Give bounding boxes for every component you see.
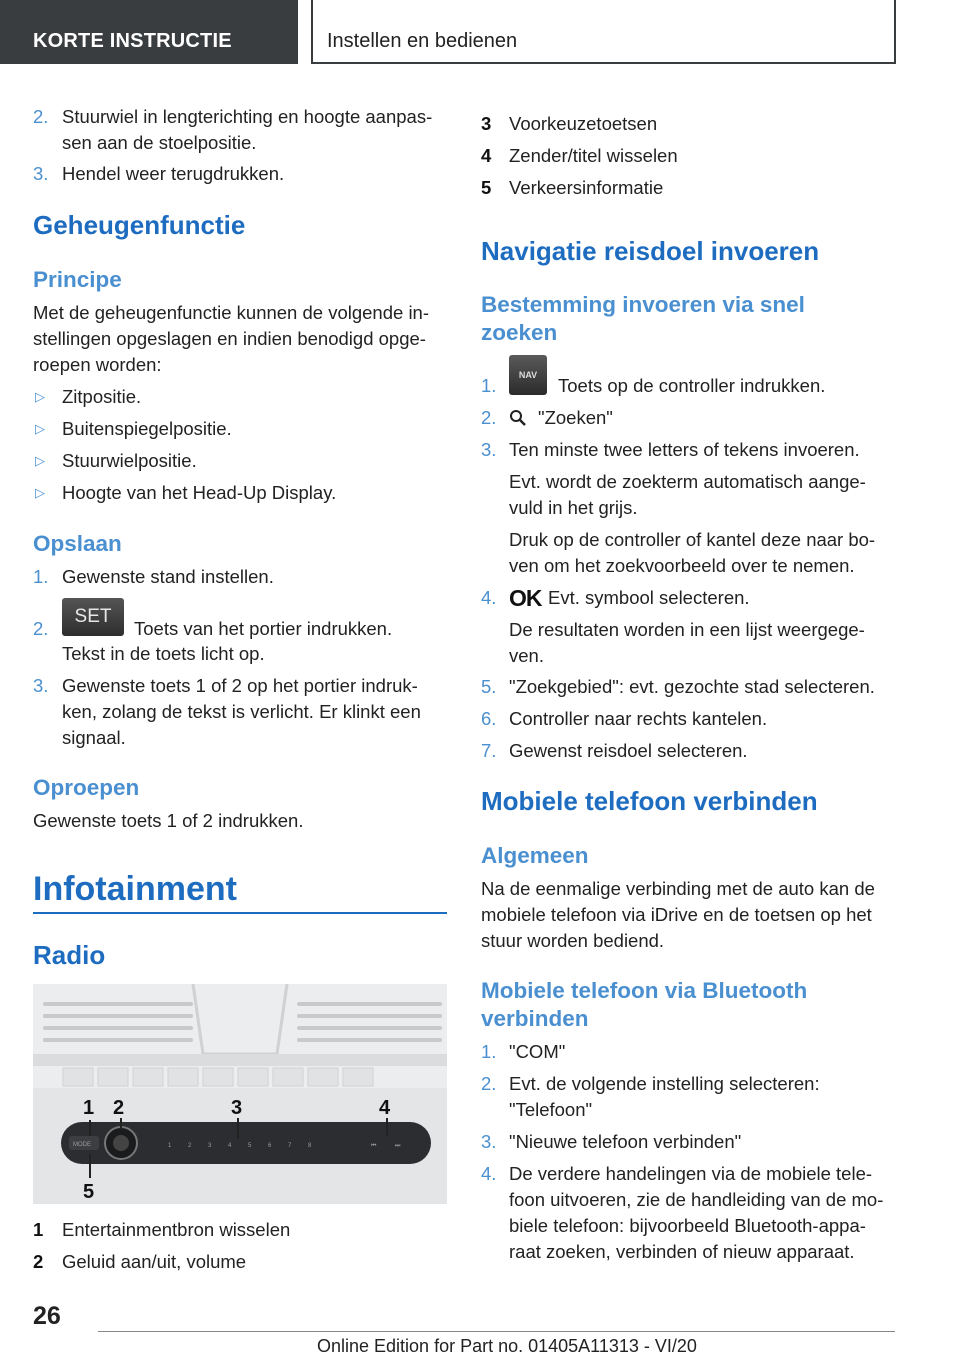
step-number: 6. — [481, 708, 497, 729]
paragraph-line: Met de geheugenfunctie kunnen de volgende in- — [33, 302, 429, 323]
step-text: Evt. wordt de zoekterm automatisch aange- — [509, 471, 866, 492]
heading-radio: Radio — [33, 940, 106, 970]
svg-text:4: 4 — [228, 1143, 232, 1149]
svg-text:MODE: MODE — [73, 1142, 91, 1148]
legend-number: 1 — [33, 1219, 44, 1240]
heading-bluetooth: verbinden — [481, 1006, 589, 1031]
step-text: ven. — [509, 645, 544, 666]
bullet-triangle-icon: ▷ — [35, 389, 45, 404]
nav-button-icon: NAV — [509, 355, 547, 395]
step-text: "Telefoon" — [509, 1099, 593, 1120]
heading-principe: Principe — [33, 267, 122, 292]
paragraph-line: roepen worden: — [33, 354, 162, 375]
step-text: signaal. — [62, 727, 126, 748]
paragraph-line: stellingen opgeslagen en indien benodigd opge- — [33, 328, 426, 349]
footer-rule — [98, 1331, 895, 1332]
heading-oproepen: Oproepen — [33, 775, 140, 800]
step-text: "Zoekgebied": evt. gezochte stad selecteren. — [509, 676, 875, 697]
section-tab — [0, 0, 298, 64]
svg-text:8: 8 — [308, 1143, 312, 1149]
svg-text:3: 3 — [208, 1143, 212, 1149]
step-number: 2. — [33, 618, 49, 639]
heading-opslaan: Opslaan — [33, 531, 122, 556]
step-text: Evt. symbool selecteren. — [548, 587, 750, 608]
step-text: sen aan de stoelpositie. — [62, 132, 257, 153]
step-text: Toets van het portier indrukken. — [134, 618, 393, 639]
bullet-text: Zitpositie. — [62, 386, 142, 407]
step-text: Gewenst reisdoel selecteren. — [509, 740, 748, 761]
step-number: 5. — [481, 676, 497, 697]
chapter-title: Instellen en bedienen — [327, 30, 518, 52]
svg-text:5: 5 — [248, 1143, 252, 1149]
svg-text:⏮: ⏮ — [371, 1143, 377, 1149]
svg-text:1: 1 — [168, 1143, 172, 1149]
step-number: 3. — [33, 675, 49, 696]
step-text: Hendel weer terugdrukken. — [62, 163, 285, 184]
step-number: 4. — [481, 587, 497, 608]
heading-bluetooth: Mobiele telefoon via Bluetooth — [481, 978, 808, 1003]
section-title: KORTE INSTRUCTIE — [33, 30, 232, 52]
step-text: De verdere handelingen via de mobiele tele- — [509, 1163, 873, 1184]
step-text: De resultaten worden in een lijst weergege- — [509, 619, 865, 640]
legend-text: Entertainmentbron wisselen — [62, 1219, 291, 1240]
legend-text: Zender/titel wisselen — [509, 145, 678, 166]
step-text: foon uitvoeren, zie de handleiding van de mo- — [509, 1189, 884, 1210]
heading-geheugenfunctie: Geheugenfunctie — [33, 210, 246, 240]
legend-text: Verkeersinformatie — [509, 177, 664, 198]
step-text: Gewenste toets 1 of 2 op het portier indruk- — [62, 675, 418, 696]
step-number: 2. — [481, 1073, 497, 1094]
step-text: Evt. de volgende instelling selecteren: — [509, 1073, 820, 1094]
heading-bestemming: zoeken — [481, 320, 558, 345]
set-button-icon: SET — [62, 598, 124, 636]
radio-callout-label: 1 — [83, 1097, 95, 1119]
ok-icon: OK — [509, 585, 542, 611]
edition-note: Online Edition for Part no. 01405A11313 - VI/20 — [317, 1336, 697, 1356]
step-text: Stuurwiel in lengterichting en hoogte aanpas- — [62, 106, 433, 127]
step-text: ven om het zoekvoorbeeld over te nemen. — [509, 555, 855, 576]
step-number: 3. — [481, 439, 497, 460]
legend-number: 4 — [481, 145, 492, 166]
step-number: 4. — [481, 1163, 497, 1184]
heading-navigatie: Navigatie reisdoel invoeren — [481, 236, 820, 266]
legend-text: Geluid aan/uit, volume — [62, 1251, 247, 1272]
chapter-tab — [311, 0, 896, 64]
paragraph-line: Na de eenmalige verbinding met de auto kan de — [481, 878, 875, 899]
step-text: biele telefoon: bijvoorbeeld Bluetooth-appa- — [509, 1215, 866, 1236]
paragraph-line: stuur worden bediend. — [481, 930, 665, 951]
step-text: Toets op de controller indrukken. — [558, 375, 826, 396]
step-number: 3. — [33, 163, 49, 184]
bullet-text: Stuurwielpositie. — [62, 450, 197, 471]
legend-text: Voorkeuzetoetsen — [509, 113, 658, 134]
paragraph-line: mobiele telefoon via iDrive en de toetsen op het — [481, 904, 872, 925]
bullet-triangle-icon: ▷ — [35, 485, 45, 500]
legend-number: 5 — [481, 177, 492, 198]
step-text: vuld in het grijs. — [509, 497, 638, 518]
svg-text:2: 2 — [188, 1143, 192, 1149]
heading-rule — [33, 912, 447, 914]
legend-number: 2 — [33, 1251, 44, 1272]
radio-callout-label: 4 — [379, 1097, 391, 1119]
step-text: "Nieuwe telefoon verbinden" — [509, 1131, 742, 1152]
bullet-text: Hoogte van het Head-Up Display. — [62, 482, 337, 503]
paragraph-line: Gewenste toets 1 of 2 indrukken. — [33, 810, 304, 831]
svg-text:6: 6 — [268, 1143, 272, 1149]
heading-infotainment: Infotainment — [33, 870, 237, 908]
page-number: 26 — [33, 1302, 61, 1330]
bullet-triangle-icon: ▷ — [35, 421, 45, 436]
heading-mobiele-telefoon: Mobiele telefoon verbinden — [481, 786, 818, 816]
step-text: Druk op de controller of kantel deze naar bo- — [509, 529, 876, 550]
bullet-triangle-icon: ▷ — [35, 453, 45, 468]
step-number: 1. — [33, 566, 49, 587]
step-text: Ten minste twee letters of tekens invoeren. — [509, 439, 860, 460]
step-number: 2. — [33, 106, 49, 127]
svg-text:7: 7 — [288, 1143, 292, 1149]
svg-text:⏭: ⏭ — [395, 1143, 401, 1149]
step-text: "COM" — [509, 1041, 566, 1062]
step-text: ken, zolang de tekst is verlicht. Er klinkt een — [62, 701, 421, 722]
step-number: 2. — [481, 407, 497, 428]
step-text: "Zoeken" — [538, 407, 613, 428]
search-icon — [509, 409, 527, 432]
step-number: 1. — [481, 1041, 497, 1062]
radio-callout-label: 2 — [113, 1097, 125, 1119]
radio-panel-image — [33, 984, 447, 1204]
step-number: 3. — [481, 1131, 497, 1152]
heading-bestemming: Bestemming invoeren via snel — [481, 292, 805, 317]
heading-algemeen: Algemeen — [481, 843, 589, 868]
legend-number: 3 — [481, 113, 492, 134]
radio-callout-label: 3 — [231, 1097, 243, 1119]
radio-callout-label: 5 — [83, 1181, 95, 1203]
step-number: 7. — [481, 740, 497, 761]
step-text: Controller naar rechts kantelen. — [509, 708, 768, 729]
bullet-text: Buitenspiegelpositie. — [62, 418, 232, 439]
step-number: 1. — [481, 375, 497, 396]
step-text: Gewenste stand instellen. — [62, 566, 274, 587]
step-text: raat zoeken, verbinden of nieuw apparaat. — [509, 1241, 855, 1262]
step-text: Tekst in de toets licht op. — [62, 643, 265, 664]
